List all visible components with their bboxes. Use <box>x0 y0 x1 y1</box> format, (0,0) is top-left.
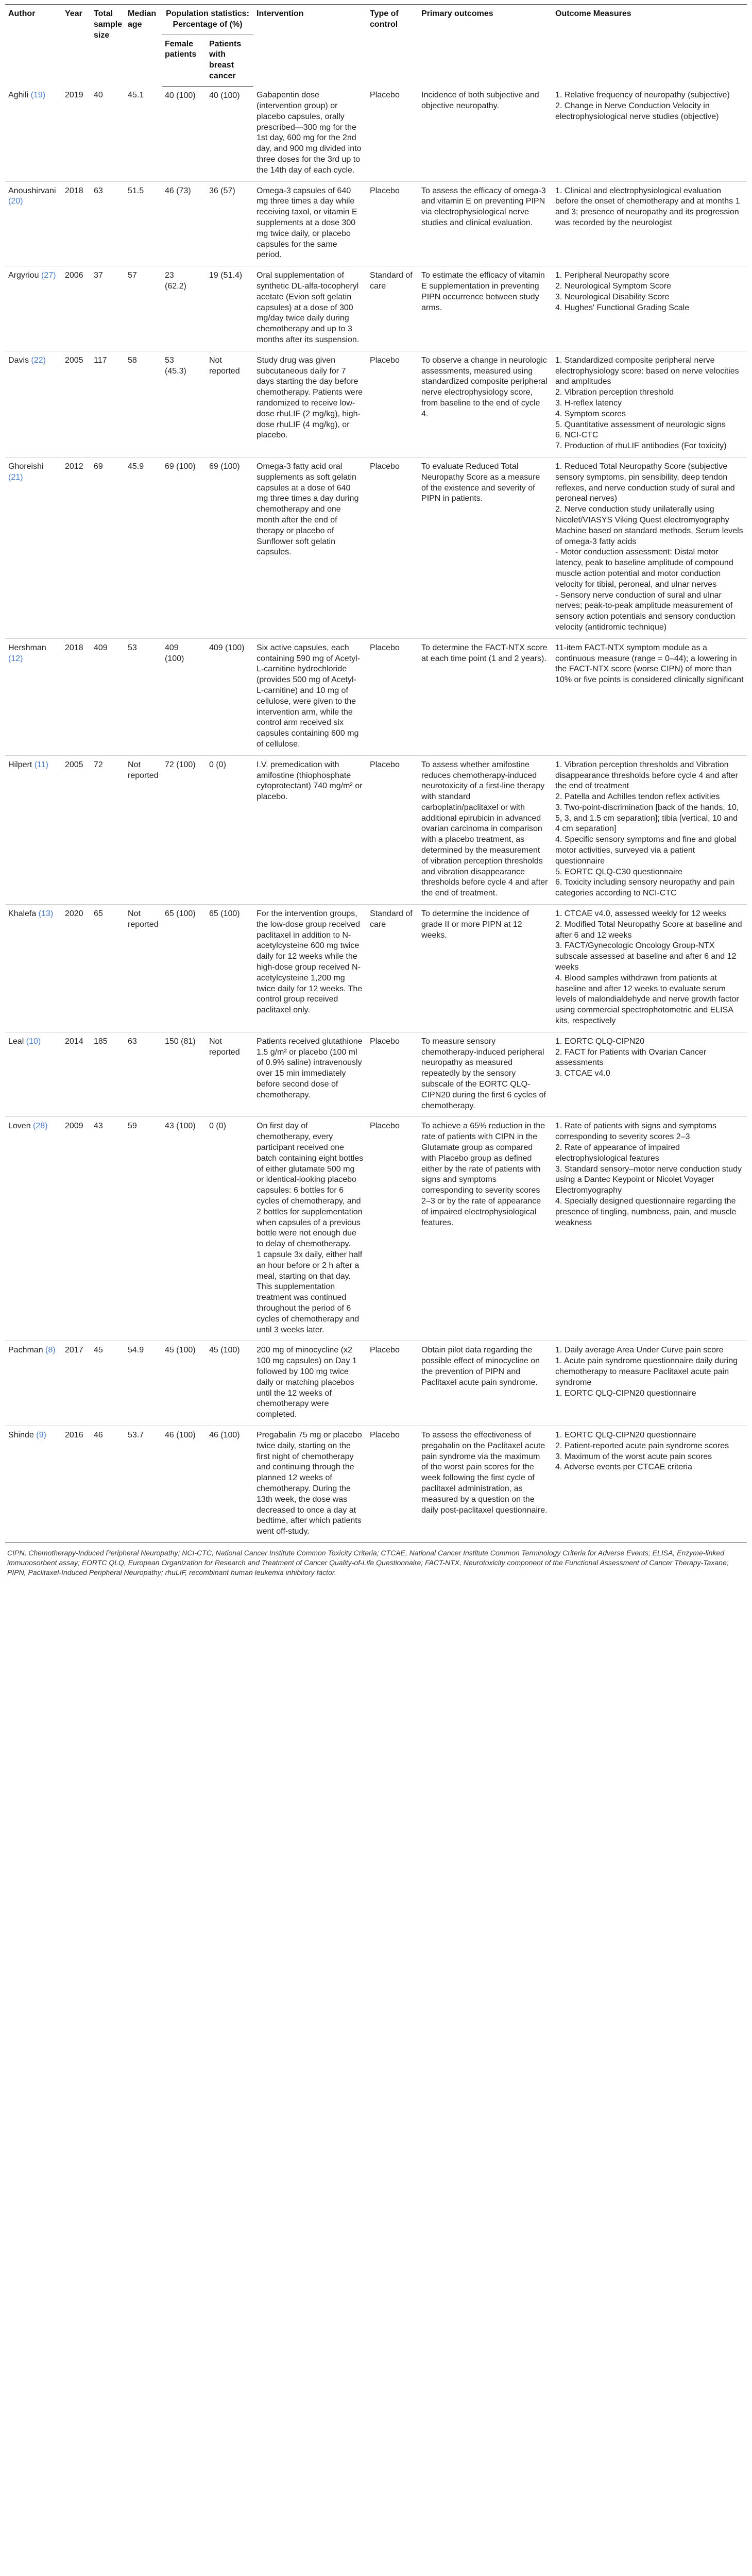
cell-median-age: 53 <box>125 638 162 755</box>
reference-link[interactable]: (20) <box>8 197 23 206</box>
author-name: Shinde <box>8 1430 34 1439</box>
table-row <box>5 457 747 638</box>
cell-median-age: Not reported <box>125 905 162 1032</box>
cell-breast: 40 (100) <box>206 86 253 181</box>
table-row <box>5 351 747 457</box>
cell-female: 150 (81) <box>162 1032 206 1117</box>
cell-year: 2018 <box>62 181 91 266</box>
author-name: Hershman <box>8 643 46 652</box>
cell-outcome-measures: 11-item FACT-NTX symptom module as a continuous measure (range = 0–44); a lowering in the FACT-NTX score (worse CIPN) of more than 10% or five points is considered clinically significant <box>552 638 747 755</box>
cell-sample-size: 72 <box>91 755 125 904</box>
header-primary-outcomes: Primary outcomes <box>418 5 552 87</box>
cell-year: 2009 <box>62 1117 91 1341</box>
header-intervention: Intervention <box>253 5 367 87</box>
cell-intervention: Pregabalin 75 mg or placebo twice daily, starting on the first night of chemotherapy and continuing through the planned 12 weeks of chemotherapy. During the 13th week, the dose was decreased to once a day at bedtime, after which patients went off-study. <box>253 1426 367 1543</box>
cell-median-age: 63 <box>125 1032 162 1117</box>
cell-primary-outcome: To assess the effectiveness of pregabalin on the Paclitaxel acute pain syndrome via the maximum of the worst pain scores for the week following the first cycle of paclitaxel administration, as measured by a question on the daily post-paclitaxel questionnaire. <box>418 1426 552 1543</box>
reference-link[interactable]: (8) <box>45 1346 56 1355</box>
cell-median-age: 57 <box>125 266 162 351</box>
cell-year: 2006 <box>62 266 91 351</box>
cell-intervention: On first day of chemotherapy, every participant received one batch containing eight bottles of either glutamate 500 mg or identical-looking placebo capsules: 6 bottles for 6 cycles of chemotherapy, and 2 bottles for supplementation when capsules of a previous bottle were not enough due to delay of chemotherapy. 1 capsule 3x daily, either half an hour before or 2 h after a meal, starting on that day. This supplementation treatment was continued throughout the period of 6 cycles of chemotherapy and until 3 weeks later. <box>253 1117 367 1341</box>
cell-author <box>5 86 62 181</box>
cell-author <box>5 181 62 266</box>
reference-link[interactable]: (21) <box>8 472 23 482</box>
cell-primary-outcome: To achieve a 65% reduction in the rate of patients with CIPN in the Glutamate group as compared with Placebo group as defined either by the rate of patients with signs and symptoms corresponding to severity scores 2–3 or by the rate of appearance of impaired electrophysiological features. <box>418 1117 552 1341</box>
cell-control: Placebo <box>367 351 418 457</box>
cell-intervention: For the intervention groups, the low-dose group received paclitaxel in addition to N-acetylcysteine 600 mg twice daily for 12 weeks while the high-dose group received N-acetylcysteine 1,200 mg twice daily for 12 weeks. The control group received paclitaxel only. <box>253 905 367 1032</box>
cell-female: 65 (100) <box>162 905 206 1032</box>
cell-breast: 45 (100) <box>206 1341 253 1426</box>
cell-control: Placebo <box>367 1117 418 1341</box>
cell-year: 2005 <box>62 755 91 904</box>
cell-control: Placebo <box>367 1426 418 1543</box>
cell-sample-size: 45 <box>91 1341 125 1426</box>
cell-outcome-measures: 1. Clinical and electrophysiological evaluation before the onset of chemotherapy and at months 1 and 3; presence of neuropathy and its progression was recorded by the neurologist <box>552 181 747 266</box>
cell-median-age: 54.9 <box>125 1341 162 1426</box>
cell-sample-size: 65 <box>91 905 125 1032</box>
author-name: Hilpert <box>8 760 32 769</box>
header-median-age: Median age <box>125 5 162 87</box>
cell-female: 43 (100) <box>162 1117 206 1341</box>
cell-author <box>5 1032 62 1117</box>
table-row <box>5 266 747 351</box>
table-row <box>5 86 747 181</box>
cell-median-age: 58 <box>125 351 162 457</box>
cell-sample-size: 185 <box>91 1032 125 1117</box>
cell-breast: Not reported <box>206 351 253 457</box>
cell-outcome-measures: 1. Rate of patients with signs and symptoms corresponding to severity scores 2–3 2. Rate of appearance of impaired electrophysiological features 3. Standard sensory–motor nerve conduction study using a Dantec Keypoint or Nicolet Voyager Electromyography 4. Specially designed questionnaire regarding the presence of tingling, numbness, pain, and muscle weakness <box>552 1117 747 1341</box>
cell-female: 45 (100) <box>162 1341 206 1426</box>
cell-sample-size: 37 <box>91 266 125 351</box>
cell-primary-outcome: To estimate the efficacy of vitamin E supplementation in preventing PIPN occurrence between study arms. <box>418 266 552 351</box>
header-sample-size: Total sample size <box>91 5 125 87</box>
cell-outcome-measures: 1. EORTC QLQ-CIPN20 2. FACT for Patients with Ovarian Cancer assessments 3. CTCAE v4.0 <box>552 1032 747 1117</box>
cell-primary-outcome: To evaluate Reduced Total Neuropathy Score as a measure of the existence and severity of PIPN in patients. <box>418 457 552 638</box>
cell-breast: 0 (0) <box>206 1117 253 1341</box>
cell-intervention: Study drug was given subcutaneous daily for 7 days starting the day before chemotherapy. Patients were randomized to receive low-dose rhuLIF (2 mg/kg), high-dose rhuLIF (4 mg/kg), or placebo. <box>253 351 367 457</box>
cell-intervention: 200 mg of minocycline (x2 100 mg capsules) on Day 1 followed by 100 mg twice daily or matching placebos until the 12 weeks of chemotherapy were completed. <box>253 1341 367 1426</box>
cell-breast: 69 (100) <box>206 457 253 638</box>
cell-breast: Not reported <box>206 1032 253 1117</box>
cell-author <box>5 1117 62 1341</box>
cell-breast: 46 (100) <box>206 1426 253 1543</box>
cell-breast: 409 (100) <box>206 638 253 755</box>
header-author: Author <box>5 5 62 87</box>
cell-author <box>5 755 62 904</box>
studies-table <box>5 4 747 1543</box>
cell-year: 2012 <box>62 457 91 638</box>
header-population: Population statistics: Percentage of (%) <box>162 5 253 35</box>
cell-outcome-measures: 1. Vibration perception thresholds and Vibration disappearance thresholds before cycle 4 and after the end of treatment 2. Patella and Achilles tendon reflex activities 3. Two-point-discrimination [back of the hands, 10, 5, 3, and 1.5 cm separation]; tibia [vertical, 10 and 4 cm separation] 4. Specific sensory symptoms and fine and global motor activities, surveyed via a patient questionnaire 5. EORTC QLQ-C30 questionnaire 6. Toxicity including sensory neuropathy and pain categories according to NCI-CTC <box>552 755 747 904</box>
header-control: Type of control <box>367 5 418 87</box>
reference-link[interactable]: (11) <box>34 760 48 769</box>
cell-author <box>5 905 62 1032</box>
cell-median-age: 59 <box>125 1117 162 1341</box>
cell-year: 2017 <box>62 1341 91 1426</box>
cell-intervention: Oral supplementation of synthetic DL-alfa-tocopheryl acetate (Evion soft gelatin capsules) at a dose of 300 mg/day twice daily during chemotherapy and up to 3 months after its suspension. <box>253 266 367 351</box>
cell-year: 2020 <box>62 905 91 1032</box>
reference-link[interactable]: (9) <box>36 1430 46 1439</box>
author-name: Leal <box>8 1037 24 1046</box>
cell-outcome-measures: 1. Relative frequency of neuropathy (subjective) 2. Change in Nerve Conduction Velocity in electrophysiological nerve studies (objective) <box>552 86 747 181</box>
cell-sample-size: 43 <box>91 1117 125 1341</box>
table-row <box>5 905 747 1032</box>
cell-control: Placebo <box>367 86 418 181</box>
cell-control: Placebo <box>367 755 418 904</box>
cell-female: 23 (62.2) <box>162 266 206 351</box>
cell-control: Placebo <box>367 457 418 638</box>
header-outcome-measures: Outcome Measures <box>552 5 747 87</box>
header-year: Year <box>62 5 91 87</box>
cell-author <box>5 1341 62 1426</box>
cell-intervention: Gabapentin dose (intervention group) or placebo capsules, orally prescribed—300 mg for the 1st day, 600 mg for the 2nd day, and 900 mg divided into three doses for the 3rd up to the 14th day of each cycle. <box>253 86 367 181</box>
author-name: Ghoreishi <box>8 462 44 471</box>
cell-female: 69 (100) <box>162 457 206 638</box>
cell-author <box>5 638 62 755</box>
cell-outcome-measures: 1. Peripheral Neuropathy score 2. Neurological Symptom Score 3. Neurological Disability Score 4. Hughes' Functional Grading Scale <box>552 266 747 351</box>
cell-intervention: Omega-3 fatty acid oral supplements as soft gelatin capsules at a dose of 640 mg three times a day during chemotherapy and one month after the end of therapy or placebo of Sunflower soft gelatin capsules. <box>253 457 367 638</box>
cell-author <box>5 457 62 638</box>
cell-year: 2019 <box>62 86 91 181</box>
reference-link[interactable]: (27) <box>41 271 56 280</box>
cell-outcome-measures: 1. Standardized composite peripheral nerve electrophysiology score: based on nerve velocities and amplitudes 2. Vibration perception threshold 3. H-reflex latency 4. Symptom scores 5. Quantitative assessment of neurologic signs 6. NCI-CTC 7. Production of rhuLIF antibodies (For toxicity) <box>552 351 747 457</box>
cell-primary-outcome: Incidence of both subjective and objective neuropathy. <box>418 86 552 181</box>
cell-primary-outcome: To assess the efficacy of omega-3 and vitamin E on preventing PIPN via electrophysiological nerve studies and clinical evaluation. <box>418 181 552 266</box>
cell-year: 2016 <box>62 1426 91 1543</box>
cell-female: 40 (100) <box>162 86 206 181</box>
cell-outcome-measures: 1. EORTC QLQ-CIPN20 questionnaire 2. Patient-reported acute pain syndrome scores 3. Maximum of the worst acute pain scores 4. Adverse events per CTCAE criteria <box>552 1426 747 1543</box>
cell-sample-size: 40 <box>91 86 125 181</box>
cell-breast: 36 (57) <box>206 181 253 266</box>
header-female: Female patients <box>162 35 206 86</box>
cell-control: Placebo <box>367 1032 418 1117</box>
cell-median-age: Not reported <box>125 755 162 904</box>
cell-intervention: Omega-3 capsules of 640 mg three times a day while receiving taxol, or vitamin E supplements at a dose 300 mg twice daily, or placebo capsules for the same period. <box>253 181 367 266</box>
table-row <box>5 1426 747 1543</box>
cell-control: Standard of care <box>367 905 418 1032</box>
author-name: Pachman <box>8 1346 43 1355</box>
table-row <box>5 755 747 904</box>
cell-primary-outcome: To determine the incidence of grade II or more PIPN at 12 weeks. <box>418 905 552 1032</box>
cell-female: 53 (45.3) <box>162 351 206 457</box>
cell-sample-size: 63 <box>91 181 125 266</box>
table-body <box>5 86 747 1543</box>
cell-sample-size: 46 <box>91 1426 125 1543</box>
cell-outcome-measures: 1. Daily average Area Under Curve pain score 1. Acute pain syndrome questionnaire daily during chemotherapy to measure Paclitaxel acute pain syndrome 1. EORTC QLQ-CIPN20 questionnaire <box>552 1341 747 1426</box>
cell-control: Placebo <box>367 638 418 755</box>
cell-intervention: Patients received glutathione 1.5 g/m² or placebo (100 ml of 0.9% saline) intravenously over 15 min immediately before second dose of chemotherapy. <box>253 1032 367 1117</box>
reference-link[interactable]: (13) <box>38 909 54 919</box>
cell-median-age: 53.7 <box>125 1426 162 1543</box>
cell-breast: 19 (51.4) <box>206 266 253 351</box>
cell-primary-outcome: To observe a change in neurologic assessments, measured using standardized composite peripheral nerve electrophysiology score, from baseline to the end of cycle 4. <box>418 351 552 457</box>
reference-link[interactable]: (22) <box>31 355 46 365</box>
table-footnote: CIPN, Chemotherapy-Induced Peripheral Neuropathy; NCI-CTC, National Cancer Institute Common Toxicity Criteria; CTCAE, National Cancer Institute Common Terminology Criteria for Adverse Events; ELISA, Enzyme-linked immunosorbent assay; EORTC QLQ, European Organization for Research and Treatment of Cancer Quality-of-Life Questionnaire; FACT-NTX, Neurotoxicity component of the Functional Assessment of Cancer Therapy-Taxane; PIPN, Paclitaxel-Induced Peripheral Neuropathy; rhuLIF, recombinant human leukemia inhibitory factor. <box>7 1548 729 1577</box>
cell-intervention: Six active capsules, each containing 590 mg of Acetyl-L-carnitine hydrochloride (provides 500 mg of Acetyl-L-carnitine) and 10 mg of cellulose, were given to the intervention arm, while the control arm received six capsules containing 600 mg of cellulose. <box>253 638 367 755</box>
cell-female: 72 (100) <box>162 755 206 904</box>
table-row <box>5 638 747 755</box>
author-name: Aghili <box>8 91 29 100</box>
author-name: Davis <box>8 355 29 365</box>
author-name: Loven <box>8 1122 31 1131</box>
cell-median-age: 45.9 <box>125 457 162 638</box>
author-name: Anoushirvani <box>8 186 56 195</box>
cell-intervention: I.V. premedication with amifostine (thiophosphate cytoprotectant) 740 mg/m² or placebo. <box>253 755 367 904</box>
cell-median-age: 45.1 <box>125 86 162 181</box>
cell-sample-size: 117 <box>91 351 125 457</box>
table-row <box>5 1341 747 1426</box>
cell-author <box>5 266 62 351</box>
cell-primary-outcome: Obtain pilot data regarding the possible effect of minocycline on the prevention of PIPN and Paclitaxel acute pain syndrome. <box>418 1341 552 1426</box>
cell-primary-outcome: To assess whether amifostine reduces chemotherapy-induced neurotoxicity of a first-line therapy with standard carboplatin/paclitaxel or with additional epirubicin in advanced ovarian carcinoma in comparison with a placebo treatment, as determined by the measurement of vibration perception thresholds and vibration disappearance thresholds before cycle 4 and after the end of treatment. <box>418 755 552 904</box>
author-name: Khalefa <box>8 909 37 919</box>
cell-outcome-measures: 1. Reduced Total Neuropathy Score (subjective sensory symptoms, pin sensibility, deep tendon reflexes, and nerve conduction study of sural and peroneal nerves) 2. Nerve conduction study unilaterally using Nicolet/VIASYS Viking Quest electromyography Machine based on standard methods, Serum levels of omega-3 fatty acids - Motor conduction assessment: Distal motor latency, peak to baseline amplitude of compound muscle action potential and motor conduction velocity for tibial, peroneal, and ulnar nerves - Sensory nerve conduction of sural and ulnar nerves; peak-to-peak amplitude measurement of sensory action potentials and sensory conduction velocity (antidromic technique) <box>552 457 747 638</box>
cell-female: 46 (73) <box>162 181 206 266</box>
cell-control: Placebo <box>367 1341 418 1426</box>
reference-link[interactable]: (10) <box>26 1037 41 1046</box>
table-row <box>5 1117 747 1341</box>
cell-sample-size: 409 <box>91 638 125 755</box>
table-row <box>5 181 747 266</box>
cell-year: 2014 <box>62 1032 91 1117</box>
cell-sample-size: 69 <box>91 457 125 638</box>
cell-female: 46 (100) <box>162 1426 206 1543</box>
cell-year: 2018 <box>62 638 91 755</box>
author-name: Argyriou <box>8 271 39 280</box>
reference-link[interactable]: (19) <box>30 91 46 100</box>
header-row <box>5 5 747 35</box>
cell-breast: 65 (100) <box>206 905 253 1032</box>
cell-primary-outcome: To measure sensory chemotherapy-induced peripheral neuropathy as measured repeatedly by the sensory subscale of the EORTC QLQ-CIPN20 during the first 6 cycles of chemotherapy. <box>418 1032 552 1117</box>
cell-breast: 0 (0) <box>206 755 253 904</box>
cell-outcome-measures: 1. CTCAE v4.0, assessed weekly for 12 weeks 2. Modified Total Neuropathy Score at baseline and after 6 and 12 weeks 3. FACT/Gynecologic Oncology Group-NTX subscale assessed at baseline and after 6 and 12 weeks 4. Blood samples withdrawn from patients at baseline and after 12 weeks to evaluate serum levels of malondialdehyde and nerve growth factor using commercial spectrophotometric and ELISA kits, respectively <box>552 905 747 1032</box>
reference-link[interactable]: (12) <box>8 654 23 663</box>
cell-control: Standard of care <box>367 266 418 351</box>
cell-author <box>5 1426 62 1543</box>
cell-year: 2005 <box>62 351 91 457</box>
cell-primary-outcome: To determine the FACT-NTX score at each time point (1 and 2 years). <box>418 638 552 755</box>
table-row <box>5 1032 747 1117</box>
cell-control: Placebo <box>367 181 418 266</box>
cell-author <box>5 351 62 457</box>
reference-link[interactable]: (28) <box>33 1122 48 1131</box>
cell-female: 409 (100) <box>162 638 206 755</box>
header-breast: Patients with breast cancer <box>206 35 253 86</box>
cell-median-age: 51.5 <box>125 181 162 266</box>
